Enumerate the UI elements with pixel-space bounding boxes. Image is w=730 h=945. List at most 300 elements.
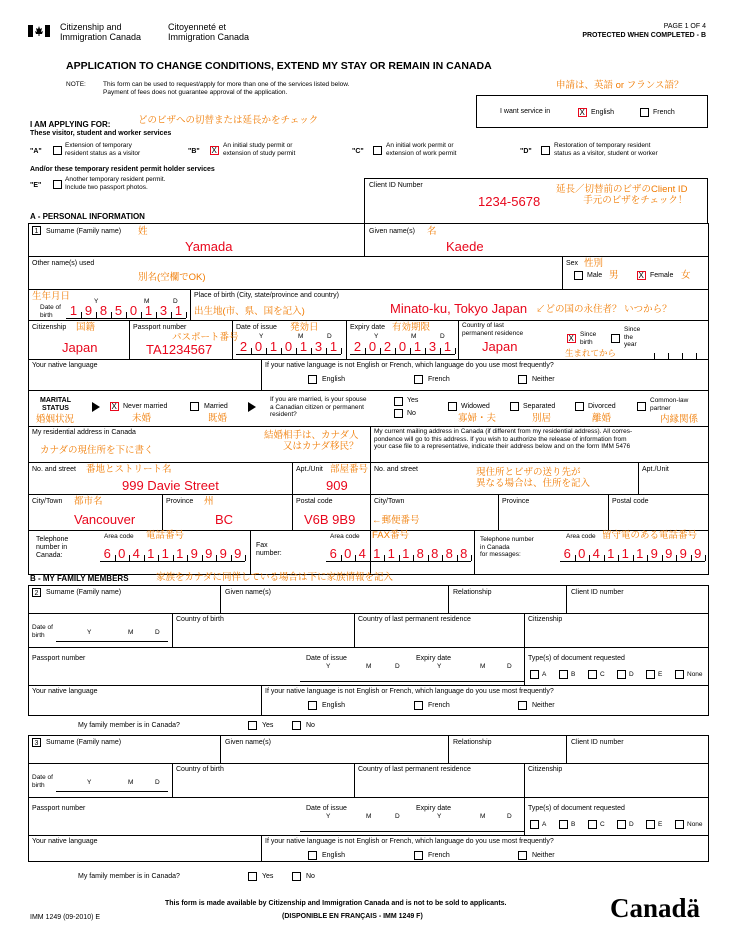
female-label: Female — [650, 272, 674, 279]
dob-digits-cell: 3 — [159, 303, 168, 318]
fax-digits-cell: 4 — [358, 546, 366, 561]
postal-value[interactable]: V6B 9B9 — [304, 512, 356, 527]
msg-digits-baseline — [560, 561, 705, 562]
doc-type-checkbox[interactable] — [617, 820, 626, 829]
issue-date-label: Date of issue — [236, 324, 277, 331]
spouse-yes-checkbox[interactable] — [394, 397, 403, 406]
option-e-checkbox[interactable] — [53, 180, 62, 189]
member-expiry-line[interactable] — [412, 831, 524, 832]
doc-type-label: E — [658, 671, 663, 678]
expiry-digits-baseline — [350, 354, 455, 355]
form-id: IMM 1249 (09-2010) E — [30, 914, 101, 921]
english-checkbox[interactable] — [578, 108, 587, 117]
member-expiry-m-marker: M — [480, 663, 486, 670]
apt-annotation: 部屋番号 — [330, 464, 369, 475]
member-dob-label: Date of birth — [32, 624, 53, 639]
applying-heading: I AM APPLYING FOR: — [30, 120, 111, 129]
issue-digits-cell: 0 — [284, 339, 293, 354]
msg-digits-cell: 6 — [563, 546, 571, 561]
expiry-digits-cell: 0 — [368, 339, 377, 354]
citizenship-label: Citizenship — [32, 324, 67, 331]
doc-type-checkbox[interactable] — [588, 820, 597, 829]
fax-label: Fax number: — [256, 542, 282, 557]
never-married-checkbox[interactable] — [110, 402, 119, 411]
 — [28, 763, 709, 764]
country-last-residence-value[interactable]: Japan — [482, 339, 518, 354]
member-native-label: Your native language — [32, 838, 98, 845]
since-year-checkbox[interactable] — [611, 334, 620, 343]
apt-value[interactable]: 909 — [326, 478, 348, 493]
female-annotation: 女 — [681, 270, 691, 281]
family-member-number: 2 — [32, 588, 41, 597]
year-boxes-divider — [696, 353, 697, 359]
province-label: Province — [166, 498, 194, 505]
doc-type-label: A — [542, 821, 547, 828]
year-boxes-cell — [668, 345, 682, 359]
 — [261, 835, 262, 862]
tel-digits-cell: 1 — [176, 546, 184, 561]
telephone-area-label: Area code — [104, 533, 134, 540]
code-e: "E" — [30, 182, 42, 189]
doc-type-label: A — [542, 671, 547, 678]
dob-digits-cell: 1 — [69, 303, 78, 318]
year-boxes-cell — [640, 345, 654, 359]
 — [28, 613, 709, 614]
fax-digits-cell: 8 — [460, 546, 468, 561]
surname-value[interactable]: Yamada — [185, 239, 233, 254]
member-native-question: If your native language is not English or French, which language do you use most frequently? — [265, 688, 554, 695]
messages-telephone-label: Telephone number in Canada for messages: — [480, 536, 534, 558]
option-b-text: An initial study permit or extension of study permit — [223, 142, 296, 157]
fax-digits-cell: 8 — [431, 546, 439, 561]
never-married-label: Never married — [123, 403, 168, 410]
member-country-birth-label: Country of birth — [176, 616, 224, 623]
since-birth-checkbox[interactable] — [567, 334, 576, 343]
canada-flag-icon — [28, 24, 50, 36]
fax-digits-cell: 1 — [402, 546, 410, 561]
postal-annotation: ←郵便番号 — [372, 515, 420, 526]
member-dob-m-marker: M — [128, 779, 134, 786]
doc-type-checkbox[interactable] — [588, 670, 597, 679]
country-last-residence-label: Country of last permanent residence — [462, 322, 524, 337]
 — [172, 763, 173, 797]
section-b-annotation: 家族をカナダに同伴している場合は下に家族情報を記入 — [156, 572, 394, 583]
fax-digits-cell: 1 — [373, 546, 381, 561]
doc-type-label: B — [571, 671, 576, 678]
applying-annotation: どのビザへの切替または延長かをチェック — [138, 115, 319, 126]
french-checkbox[interactable] — [640, 108, 649, 117]
option-c-checkbox[interactable] — [373, 146, 382, 155]
city-annotation: 都市名 — [74, 496, 103, 507]
member-neither-checkbox[interactable] — [518, 701, 527, 710]
surname-label: Surname (Family name) — [46, 228, 122, 235]
member-french-label: French — [428, 852, 450, 859]
place-of-birth-label: Place of birth (City, state/province and country) — [194, 292, 339, 299]
other-names-label: Other name(s) used — [32, 260, 95, 267]
passport-annotation: パスポート番号 — [172, 332, 239, 343]
member-english-checkbox[interactable] — [308, 701, 317, 710]
family-member-block — [28, 585, 709, 716]
year-boxes-cell — [654, 345, 668, 359]
member-expiry-d-marker: D — [507, 813, 512, 820]
member-french-checkbox[interactable] — [414, 701, 423, 710]
native-french-label: French — [428, 376, 450, 383]
doc-type-checkbox[interactable] — [617, 670, 626, 679]
 — [28, 685, 709, 686]
member-doc-type-label: Type(s) of document requested — [528, 655, 625, 662]
option-e-text: Another temporary resident permit. Include two passport photos. — [65, 176, 166, 191]
since-birth-annotation: 生まれてから — [565, 348, 617, 358]
member-dob-y-marker: Y — [87, 779, 92, 786]
member-in-canada-no-checkbox[interactable] — [292, 721, 301, 730]
issue-d-marker: D — [327, 333, 332, 340]
fax-digits-cell: 1 — [387, 546, 395, 561]
member-dob-d-marker: D — [155, 629, 160, 636]
province-value[interactable]: BC — [215, 512, 234, 527]
footer-line-2: (DISPONIBLE EN FRANÇAIS - IMM 1249 F) — [282, 913, 423, 920]
option-c-text: An initial work permit or extension of work permit — [386, 142, 457, 157]
section-a-heading: A - PERSONAL INFORMATION — [30, 212, 145, 221]
widowed-annotation: 寡婦・夫 — [458, 413, 497, 424]
since-year-label: Since the year — [624, 326, 641, 348]
male-checkbox[interactable] — [574, 271, 583, 280]
place-of-birth-value[interactable]: Minato-ku, Tokyo Japan — [390, 301, 528, 316]
code-d: "D" — [520, 148, 532, 155]
member-country-last-label: Country of last permanent residence — [358, 616, 471, 623]
member-relationship-label: Relationship — [453, 589, 492, 596]
code-c: "C" — [352, 148, 364, 155]
member-in-canada-yes-label: Yes — [262, 873, 274, 880]
fax-digits-cell: 8 — [416, 546, 424, 561]
native-english-checkbox[interactable] — [308, 375, 317, 384]
section-b-heading: B - MY FAMILY MEMBERS — [30, 574, 129, 583]
msg-digits-cell: 9 — [679, 546, 687, 561]
msg-digits-cell: 4 — [592, 546, 600, 561]
member-issue-y-marker: Y — [326, 813, 331, 820]
 — [566, 735, 567, 763]
dob-annotation: 生年月日 — [32, 291, 71, 302]
member-client-id-label: Client ID number — [571, 589, 624, 596]
member-in-canada-no-checkbox[interactable] — [292, 872, 301, 881]
mailing-annotation: 現住所とビザの送り先が 異なる場合は、住所を記入 — [476, 467, 591, 489]
tel-digits-cell: 9 — [219, 546, 227, 561]
married-label: Married — [204, 403, 228, 410]
member-issue-d-marker: D — [395, 813, 400, 820]
option-d-text: Restoration of temporary resident status as a visitor, student or worker — [554, 142, 658, 157]
client-id-annotation: 延長／切替前のビザのClient ID 手元のビザをチェック！ — [556, 184, 688, 206]
divorced-annotation: 離婚 — [592, 413, 612, 424]
 — [524, 763, 525, 835]
expiry-d-marker: D — [440, 333, 445, 340]
dob-digits-cell: 0 — [129, 303, 138, 318]
city-value[interactable]: Vancouver — [74, 512, 136, 527]
spouse-question: If you are married, is your spouse a Canadian citizen or permanent resident? — [270, 396, 367, 418]
doc-type-checkbox[interactable] — [530, 670, 539, 679]
widowed-label: Widowed — [461, 403, 490, 410]
msg-digits-cell: 9 — [665, 546, 673, 561]
doc-type-label: C — [600, 671, 605, 678]
passport-value[interactable]: TA1234567 — [146, 342, 213, 357]
issue-digits-divider — [341, 348, 342, 354]
mailing-street-label: No. and street — [374, 466, 418, 473]
native-french-checkbox[interactable] — [414, 375, 423, 384]
citizenship-annotation: 国籍 — [76, 322, 96, 333]
divorced-label: Divorced — [588, 403, 616, 410]
native-neither-label: Neither — [532, 376, 555, 383]
separated-label: Separated — [523, 403, 556, 410]
question-1-number: 1 — [32, 226, 41, 235]
fax-annotation: FAX番号 — [372, 530, 409, 541]
department-name-en: Citizenship and Immigration Canada — [60, 22, 142, 42]
given-name-value[interactable]: Kaede — [446, 239, 484, 254]
tel-digits-cell: 4 — [132, 546, 140, 561]
expiry-y-marker: Y — [374, 333, 379, 340]
expiry-digits-cell: 1 — [413, 339, 422, 354]
member-english-checkbox[interactable] — [308, 851, 317, 860]
member-issue-m-marker: M — [366, 813, 372, 820]
family-member-number: 3 — [32, 738, 41, 747]
msg-digits-cell: 9 — [650, 546, 658, 561]
fax-digits-cell: 0 — [344, 546, 352, 561]
tel-digits-cell: 1 — [161, 546, 169, 561]
issue-m-marker: M — [298, 333, 304, 340]
messages-annotation: 留守電のある電話番号 — [602, 530, 698, 541]
english-label: English — [591, 109, 614, 116]
issue-digits-cell: 1 — [269, 339, 278, 354]
divorced-checkbox[interactable] — [575, 402, 584, 411]
dob-digits-divider — [186, 312, 187, 318]
member-neither-checkbox[interactable] — [518, 851, 527, 860]
mailing-postal-label: Postal code — [612, 498, 649, 505]
issue-digits-cell: 0 — [254, 339, 263, 354]
expiry-m-marker: M — [411, 333, 417, 340]
member-issue-line[interactable] — [300, 681, 412, 682]
never-married-annotation: 未婚 — [132, 413, 152, 424]
issue-digits-cell: 1 — [299, 339, 308, 354]
doc-type-label: E — [658, 821, 663, 828]
member-issue-label: Date of issue — [306, 655, 347, 662]
native-language-label: Your native language — [32, 362, 98, 369]
member-citizenship-label: Citizenship — [528, 766, 563, 773]
fax-digits-cell: 6 — [329, 546, 337, 561]
issue-digits-baseline — [236, 354, 341, 355]
member-english-label: English — [322, 852, 345, 859]
tel-digits-cell: 9 — [190, 546, 198, 561]
client-id-value[interactable]: 1234-5678 — [478, 194, 541, 209]
option-a-checkbox[interactable] — [53, 146, 62, 155]
member-dob-d-marker: D — [155, 779, 160, 786]
member-passport-label: Passport number — [32, 655, 86, 662]
issue-digits-cell: 2 — [239, 339, 248, 354]
member-neither-label: Neither — [532, 852, 555, 859]
member-expiry-label: Expiry date — [416, 655, 452, 662]
doc-type-label: None — [687, 821, 703, 828]
msg-digits-cell: 1 — [607, 546, 615, 561]
member-surname-label: Surname (Family name) — [46, 739, 122, 746]
marital-status-annotation: 婚姻状況 — [36, 414, 75, 425]
doc-type-label: D — [629, 671, 634, 678]
msg-digits-cell: 1 — [636, 546, 644, 561]
member-french-label: French — [428, 702, 450, 709]
street-annotation: 番地とストリート名 — [86, 464, 172, 475]
 — [354, 763, 355, 797]
postal-label: Postal code — [296, 498, 333, 505]
given-name-annotation: 名 — [427, 226, 437, 237]
tel-digits-cell: 9 — [205, 546, 213, 561]
member-expiry-d-marker: D — [507, 663, 512, 670]
option-b-checkbox[interactable] — [210, 146, 219, 155]
married-checkbox[interactable] — [190, 402, 199, 411]
 — [261, 685, 262, 716]
residential-address-label: My residential address in Canada — [32, 429, 136, 436]
doc-type-checkbox[interactable] — [675, 820, 684, 829]
note-line-1: This form can be used to request/apply for more than one of the services listed below. — [103, 81, 350, 88]
apt-label: Apt./Unit — [296, 466, 323, 473]
issue-date-annotation: 発効日 — [290, 322, 319, 333]
female-checkbox[interactable] — [637, 271, 646, 280]
dob-digits-baseline — [66, 318, 186, 319]
member-french-checkbox[interactable] — [414, 851, 423, 860]
member-country-birth-label: Country of birth — [176, 766, 224, 773]
page-number: PAGE 1 OF 4 — [663, 23, 706, 30]
applying-sub1: These visitor, student and worker services — [30, 130, 172, 137]
spouse-no-label: No — [407, 410, 416, 417]
issue-digits-cell: 1 — [329, 339, 338, 354]
member-given-label: Given name(s) — [225, 589, 271, 596]
member-in-canada-yes-checkbox[interactable] — [248, 721, 257, 730]
native-english-label: English — [322, 376, 345, 383]
surname-annotation: 姓 — [138, 226, 148, 237]
street-label: No. and street — [32, 466, 76, 473]
fax-digits-baseline — [326, 561, 471, 562]
male-label: Male — [587, 272, 603, 279]
native-neither-checkbox[interactable] — [518, 375, 527, 384]
member-expiry-label: Expiry date — [416, 805, 452, 812]
dob-y-marker: Y — [94, 298, 99, 305]
member-dob-line[interactable] — [56, 641, 168, 642]
dob-digits-cell: 1 — [144, 303, 153, 318]
separated-checkbox[interactable] — [510, 402, 519, 411]
 — [448, 585, 449, 613]
member-in-canada-yes-checkbox[interactable] — [248, 872, 257, 881]
member-issue-line[interactable] — [300, 831, 412, 832]
msg-digits-cell: 9 — [694, 546, 702, 561]
expiry-date-annotation: 有効期限 — [392, 322, 431, 333]
dob-digits-cell: 8 — [99, 303, 108, 318]
member-native-question: If your native language is not English or French, which language do you use most frequently? — [265, 838, 554, 845]
since-birth-label: Since birth — [580, 331, 597, 346]
given-name-label: Given name(s) — [369, 228, 415, 235]
year-boxes-cell — [682, 345, 696, 359]
service-annotation: 申請は、英語 or フランス語？ — [556, 80, 684, 91]
tel-digits-cell: 9 — [234, 546, 242, 561]
dob-digits-cell: 9 — [84, 303, 93, 318]
other-names-annotation: 別名(空欄でOK) — [138, 272, 206, 283]
member-passport-label: Passport number — [32, 805, 86, 812]
option-d-checkbox[interactable] — [541, 146, 550, 155]
member-dob-line[interactable] — [56, 791, 168, 792]
expiry-date-label: Expiry date — [350, 324, 386, 331]
tel-digits-cell: 6 — [103, 546, 111, 561]
common-law-checkbox[interactable] — [637, 402, 646, 411]
note-label: NOTE: — [66, 81, 86, 88]
male-annotation: 男 — [609, 270, 619, 281]
option-a-text: Extension of temporary resident status as a visitor — [65, 142, 141, 157]
doc-type-checkbox[interactable] — [675, 670, 684, 679]
expiry-digits-cell: 1 — [443, 339, 452, 354]
member-issue-m-marker: M — [366, 663, 372, 670]
client-id-label: Client ID Number — [369, 182, 423, 189]
code-a: "A" — [30, 148, 42, 155]
 — [220, 585, 221, 613]
 — [28, 647, 709, 648]
fax-digits-divider — [471, 555, 472, 561]
doc-type-checkbox[interactable] — [646, 670, 655, 679]
expiry-digits-cell: 2 — [383, 339, 392, 354]
member-english-label: English — [322, 702, 345, 709]
tel-digits-cell: 0 — [118, 546, 126, 561]
 — [354, 613, 355, 647]
mailing-province-label: Province — [502, 498, 530, 505]
dob-d-marker: D — [173, 298, 178, 305]
member-expiry-line[interactable] — [412, 681, 524, 682]
widowed-checkbox[interactable] — [448, 402, 457, 411]
doc-type-checkbox[interactable] — [559, 670, 568, 679]
fax-area-label: Area code — [330, 533, 360, 540]
 — [28, 797, 709, 798]
issue-y-marker: Y — [259, 333, 264, 340]
doc-type-checkbox[interactable] — [559, 820, 568, 829]
member-expiry-y-marker: Y — [437, 663, 442, 670]
messages-area-label: Area code — [566, 533, 596, 540]
spouse-no-checkbox[interactable] — [394, 409, 403, 418]
province-annotation: 州 — [204, 496, 214, 507]
mailing-city-label: City/Town — [374, 498, 405, 505]
doc-type-checkbox[interactable] — [646, 820, 655, 829]
tel-digits-cell: 1 — [147, 546, 155, 561]
doc-type-checkbox[interactable] — [530, 820, 539, 829]
member-doc-type-label: Type(s) of document requested — [528, 805, 625, 812]
member-citizenship-label: Citizenship — [528, 616, 563, 623]
fax-digits-cell: 8 — [445, 546, 453, 561]
expiry-digits-cell: 2 — [353, 339, 362, 354]
native-language-question: If your native language is not English or French, which language do you use most frequently? — [265, 362, 554, 369]
doc-type-label: D — [629, 821, 634, 828]
member-relationship-label: Relationship — [453, 739, 492, 746]
doc-type-label: C — [600, 821, 605, 828]
spouse-annotation: 結婚相手は、カナダ人 又はカナダ移民？ — [264, 430, 359, 452]
msg-digits-cell: 1 — [621, 546, 629, 561]
member-in-canada-no-label: No — [306, 722, 315, 729]
applying-sub2: And/or these temporary resident permit holder services — [30, 166, 215, 173]
marital-status-label: MARITAL STATUS — [40, 397, 71, 412]
telephone-annotation: 電話番号 — [146, 530, 185, 541]
tel-digits-baseline — [100, 561, 245, 562]
street-value[interactable]: 999 Davie Street — [122, 478, 219, 493]
member-client-id-label: Client ID number — [571, 739, 624, 746]
member-issue-d-marker: D — [395, 663, 400, 670]
member-expiry-y-marker: Y — [437, 813, 442, 820]
citizenship-value[interactable]: Japan — [62, 340, 98, 355]
msg-digits-cell: 0 — [578, 546, 586, 561]
member-in-canada-label: My family member is in Canada? — [78, 722, 180, 729]
arrow-icon — [92, 402, 100, 412]
separated-annotation: 別居 — [532, 413, 552, 424]
residence-annotation: ↙どの国の永住者？ いつから？ — [536, 304, 672, 315]
footer-line-1: This form is made available by Citizenship and Immigration Canada and is not to be sold to applicants. — [165, 900, 507, 907]
member-country-last-label: Country of last permanent residence — [358, 766, 471, 773]
expiry-digits-cell: 3 — [428, 339, 437, 354]
